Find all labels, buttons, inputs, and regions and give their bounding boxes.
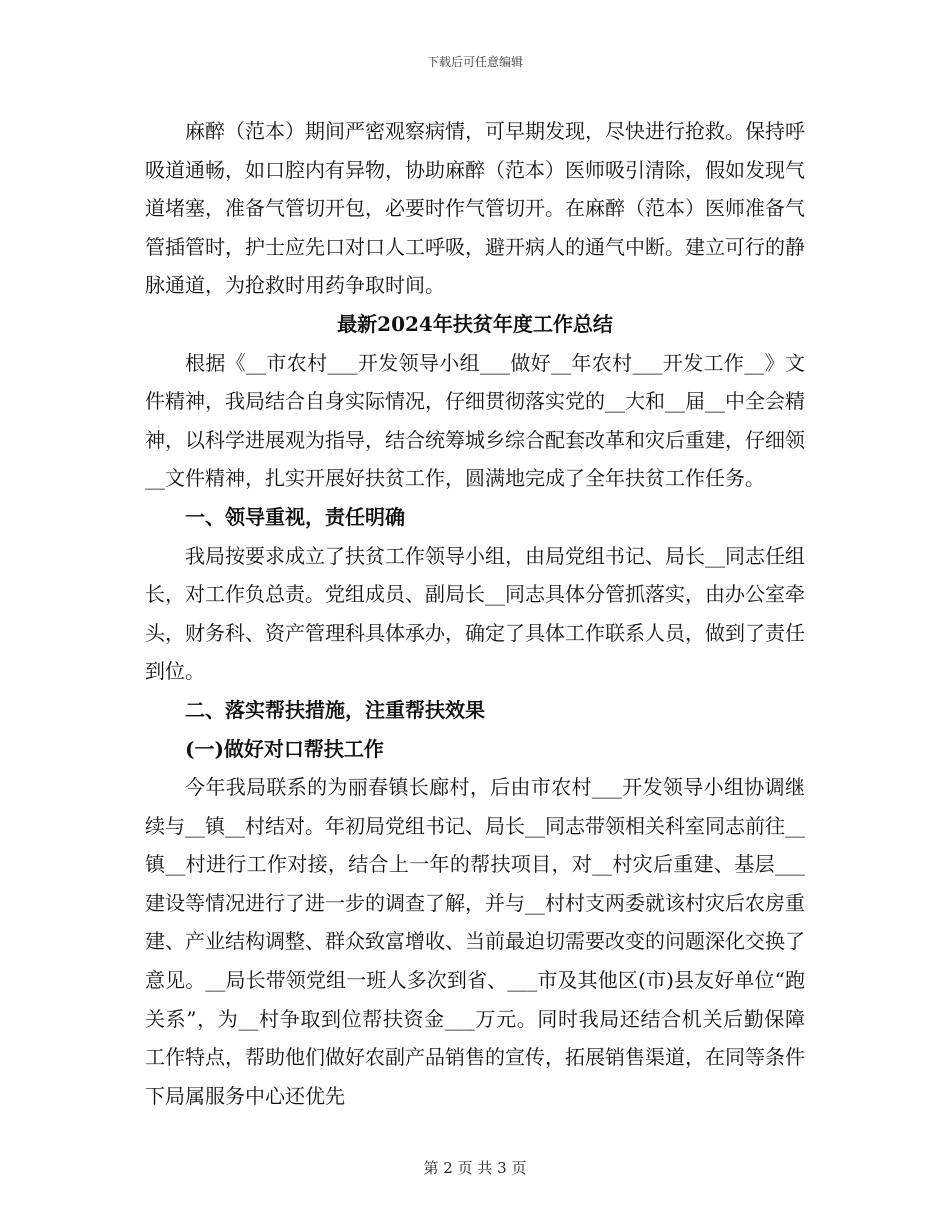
document-body — [145, 112, 805, 1115]
paragraph-leadership: 我局按要求成立了扶贫工作领导小组，由局党组书记、局长__同志任组长，对工作负总责。党组成员、副局长__同志具体分管抓落实，由办公室牵头，财务科、资产管理科具体承办，确定了具体工作联系人员，做到了责任到位。 — [145, 543, 805, 684]
section-heading-measures: 二、落实帮扶措施，注重帮扶效果 — [185, 697, 485, 722]
section-heading-leadership: 一、领导重视，责任明确 — [185, 504, 405, 529]
page-header: 下载后可任意编辑 — [426, 55, 523, 69]
subsection-heading-pairing: (一)做好对口帮扶工作 — [185, 736, 384, 761]
document-title: 最新2024年扶贫年度工作总结 — [337, 311, 613, 336]
paragraph-intro: 根据《__市农村___开发领导小组___做好__年农村___开发工作__》文件精神，我局结合自身实际情况，仔细贯彻落实党的__大和__届__中全会精神，以科学进展观为指导，结合统筹城乡综合配套改革和灾后重建，仔细领__文件精神，扎实开展好扶贫工作，圆满地完成了全年扶贫工作任务。 — [145, 350, 805, 491]
paragraph-pairing: 今年我局联系的为丽春镇长廊村，后由市农村___开发领导小组协调继续与__镇__村结对。年初局党组书记、局长__同志带领相关科室同志前往__镇__村进行工作对接，结合上一年的帮扶项目，对__村灾后重建、基层___建设等情况进行了进一步的调查了解，并与__村村支两委就该村灾后农房重建、产业结构调整、群众致富增收、当前最迫切需要改变的问题深化交换了意见。__局长带领党组一班人多次到省、___市及其他区(市)县友好单位“跑关系”，为__村争取到位帮扶资金___万元。同时我局还结合机关后勤保障工作特点，帮助他们做好农副产品销售的宣传，拓展销售渠道，在同等条件下局属服务中心还优先 — [145, 775, 805, 1108]
page-footer: 第 2 页 共 3 页 — [423, 1159, 527, 1177]
paragraph-anesthesia: 麻醉（范本）期间严密观察病情，可早期发现，尽快进行抢救。保持呼吸道通畅，如口腔内有异物，协助麻醉（范本）医师吸引清除，假如发现气道堵塞，准备气管切开包，必要时作气管切开。在麻醉（范本）医师准备气管插管时，护士应先口对口人工呼吸，避开病人的通气中断。建立可行的静脉通道，为抢救时用药争取时间。 — [145, 119, 805, 298]
